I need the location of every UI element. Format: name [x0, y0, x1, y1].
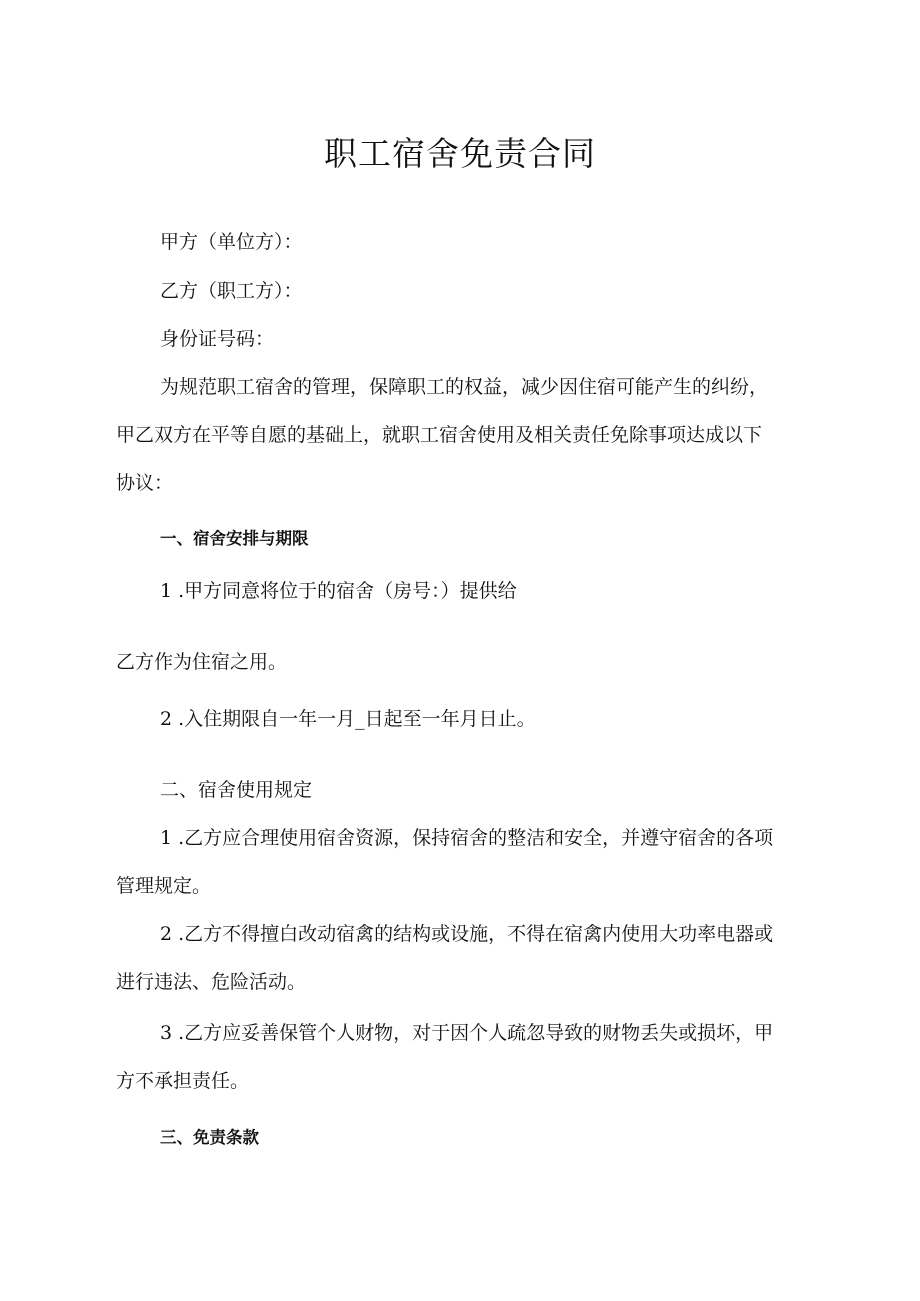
- section-1-heading: 一、宿舍安排与期限: [160, 529, 309, 548]
- document-title: 职工宿舍免责合同: [324, 134, 596, 173]
- section-2-item-3-line-2: 方不承担责任。: [116, 1070, 250, 1092]
- section-3-heading: 三、免责条款: [160, 1128, 259, 1147]
- section-2-item-1-line-1: 1 .乙方应合理使用宿舍资源，保持宿舍的整洁和安全，并遵守宿舍的各项: [160, 827, 774, 849]
- preamble-line-3: 协议：: [116, 472, 174, 494]
- section-1-item-2: 2 .入住期限自一年一月_日起至一年月日止。: [160, 708, 536, 730]
- preamble-line-2: 甲乙双方在平等自愿的基础上，就职工宿舍使用及相关责任免除事项达成以下: [116, 424, 763, 446]
- section-2-item-2-line-2: 进行违法、危险活动。: [116, 971, 307, 993]
- section-2-heading: 二、宿舍使用规定: [160, 779, 313, 801]
- preamble-line-1: 为规范职工宿舍的管理，保障职工的权益，减少因住宿可能产生的纠纷，: [160, 376, 769, 398]
- section-1-item-1-line-2: 乙方作为住宿之用。: [116, 651, 288, 673]
- party-b-label: 乙方（职工方）：: [160, 280, 303, 302]
- party-a-label: 甲方（单位方）：: [160, 231, 303, 253]
- section-2-item-2-line-1: 2 .乙方不得擅白改动宿禽的结构或设施，不得在宿禽内使用大功率电器或: [160, 923, 774, 945]
- section-2-item-1-line-2: 管理规定。: [116, 875, 212, 897]
- section-1-item-1-line-1: 1 .甲方同意将位于的宿舍（房号：）提供给: [160, 580, 517, 602]
- id-number-label: 身份证号码：: [160, 328, 275, 350]
- section-2-item-3-line-1: 3 .乙方应妥善保管个人财物，对于因个人疏忽导致的财物丢失或损坏，甲: [160, 1022, 774, 1044]
